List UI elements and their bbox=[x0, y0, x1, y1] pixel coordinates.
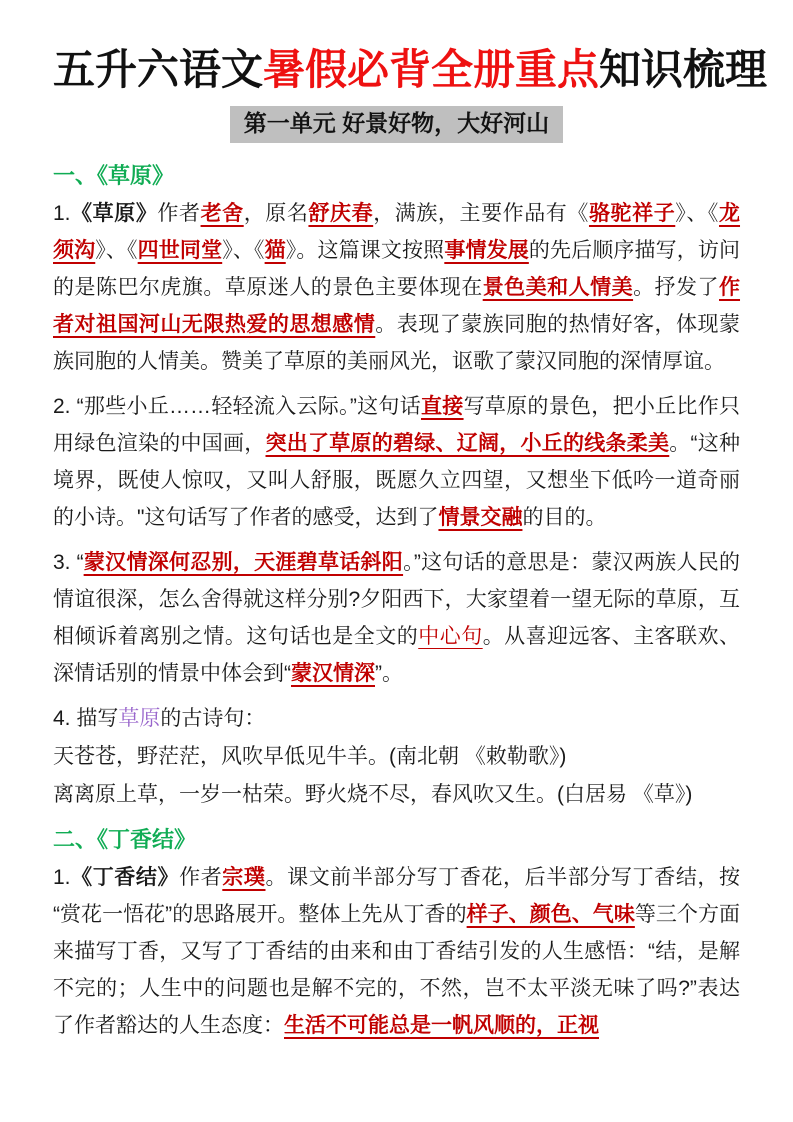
emphasis-text-run: 样子、颜色、气味 bbox=[466, 902, 635, 926]
text-run: 3. “ bbox=[53, 550, 84, 574]
emphasis-text-run: 草原 bbox=[118, 706, 161, 730]
section-2-heading: 二、《丁香结》 bbox=[53, 826, 197, 852]
document-title bbox=[53, 44, 768, 97]
text-run: 的古诗句： bbox=[160, 706, 266, 730]
emphasis-text-run: 直接 bbox=[420, 394, 464, 418]
paragraph-4-intro bbox=[53, 700, 740, 737]
emphasis-text-run: 作者对祖国河山无限热爱的思想感情 bbox=[53, 275, 741, 336]
emphasis-text-run: 老舍 bbox=[200, 201, 244, 225]
text-run: 的目的。 bbox=[522, 505, 607, 529]
emphasis-text-run: 《草原》 bbox=[70, 201, 158, 225]
text-run: 天苍苍，野茫茫，风吹早低见牛羊。(南北朝 《敕勒歌》) bbox=[53, 744, 567, 768]
emphasis-text-run: 中心句 bbox=[418, 624, 483, 648]
poem-line-1 bbox=[53, 738, 740, 775]
text-run: 4. 描写 bbox=[53, 706, 119, 730]
text-run: 。“这种境界，既使人惊叹，又叫人舒服，既愿久立四望，又想坐下低吟一道奇丽的小诗。"这句话写了作者的感受，达到了 bbox=[53, 431, 740, 529]
emphasis-text-run: 猫 bbox=[264, 238, 286, 262]
text-run: 。从喜迎远客、主客联欢、深情话别的情景中体会到“ bbox=[53, 624, 741, 685]
emphasis-text-run: 生活不可能总是一帆风顺的，正视 bbox=[284, 1013, 599, 1037]
emphasis-text-run: 宗璞 bbox=[222, 865, 266, 889]
text-run: 的先后顺序描写，访问的是陈巴尔虎旗。草原迷人的景色主要体现在 bbox=[53, 238, 741, 299]
emphasis-text-run: 《丁香结》 bbox=[70, 865, 180, 889]
text-run: 。表现了蒙族同胞的热情好客，体现蒙族同胞的人情美。赞美了草原的美丽风光，讴歌了蒙汉同胞的深情厚谊。 bbox=[53, 312, 741, 373]
poem-line-2 bbox=[53, 776, 740, 813]
emphasis-text-run: 情景交融 bbox=[438, 505, 523, 529]
paragraph-2 bbox=[53, 388, 740, 536]
text-run: 》、《 bbox=[675, 201, 720, 225]
paragraph-3 bbox=[53, 544, 740, 692]
text-run: ”。 bbox=[375, 661, 403, 685]
text-run: 》、《 bbox=[222, 238, 265, 262]
text-run: 写草原的景色，把小丘比作只用绿色渲染的中国画， bbox=[53, 394, 740, 455]
emphasis-text-run: 四世同堂 bbox=[137, 238, 223, 262]
banner-row bbox=[53, 106, 740, 143]
section-dingxiangjie bbox=[53, 821, 740, 1044]
section-caoyuan bbox=[53, 157, 740, 813]
paragraph-1 bbox=[53, 195, 740, 380]
title-red-highlight: 暑假必背全册重点 bbox=[263, 46, 600, 93]
text-run: 等三个方面来描写丁香，又写了丁香结的由来和由丁香结引发的人生感悟：“结，是解不完的；人生中的问题也是解不完的，不然，岂不太平淡无味了吗?”表达了作者豁达的人生态度： bbox=[53, 902, 740, 1037]
title-right: 知识梳理 bbox=[599, 46, 768, 93]
text-run: 。抒发了 bbox=[633, 275, 720, 299]
emphasis-text-run: 蒙汉情深 bbox=[291, 661, 375, 685]
emphasis-text-run: 骆驼祥子 bbox=[588, 201, 676, 225]
text-run: 2. “那些小丘……轻轻流入云际。”这句话 bbox=[53, 394, 421, 418]
text-run: ，满族，主要作品有《 bbox=[373, 201, 589, 225]
emphasis-text-run: 突出了草原的碧绿、辽阔，小丘的线条柔美 bbox=[265, 431, 670, 455]
emphasis-text-run: 龙须沟 bbox=[53, 201, 741, 262]
section-1-heading: 一、《草原》 bbox=[53, 162, 175, 188]
title-left: 五升六语文 bbox=[53, 46, 264, 93]
text-run: 作者 bbox=[179, 865, 223, 889]
text-run: 1. bbox=[53, 865, 71, 889]
text-run: 1. bbox=[53, 201, 71, 225]
emphasis-text-run: 景色美和人情美 bbox=[482, 275, 634, 299]
text-run: 作者 bbox=[157, 201, 201, 225]
text-run: 。”这句话的意思是：蒙汉两族人民的情谊很深，怎么舍得就这样分别?夕阳西下，大家望着一望无际的草原，互相倾诉着离别之情。这句话也是全文的 bbox=[53, 550, 741, 648]
text-run: 》。这篇课文按照 bbox=[285, 238, 445, 262]
text-run: 。课文前半部分写丁香花，后半部分写丁香结，按“赏花一悟花”的思路展开。整体上先从丁香的 bbox=[53, 865, 741, 926]
emphasis-text-run: 事情发展 bbox=[444, 238, 529, 262]
paragraph-5 bbox=[53, 859, 740, 1044]
unit-banner: 第一单元 好景好物，大好河山 bbox=[230, 106, 563, 143]
text-run: 》、《 bbox=[95, 238, 138, 262]
emphasis-text-run: 蒙汉情深何忍别，天涯碧草话斜阳 bbox=[83, 550, 404, 574]
text-run: ，原名 bbox=[243, 201, 309, 225]
emphasis-text-run: 舒庆春 bbox=[308, 201, 374, 225]
text-run: 离离原上草，一岁一枯荣。野火烧不尽，春风吹又生。(白居易 《草》) bbox=[53, 782, 693, 806]
